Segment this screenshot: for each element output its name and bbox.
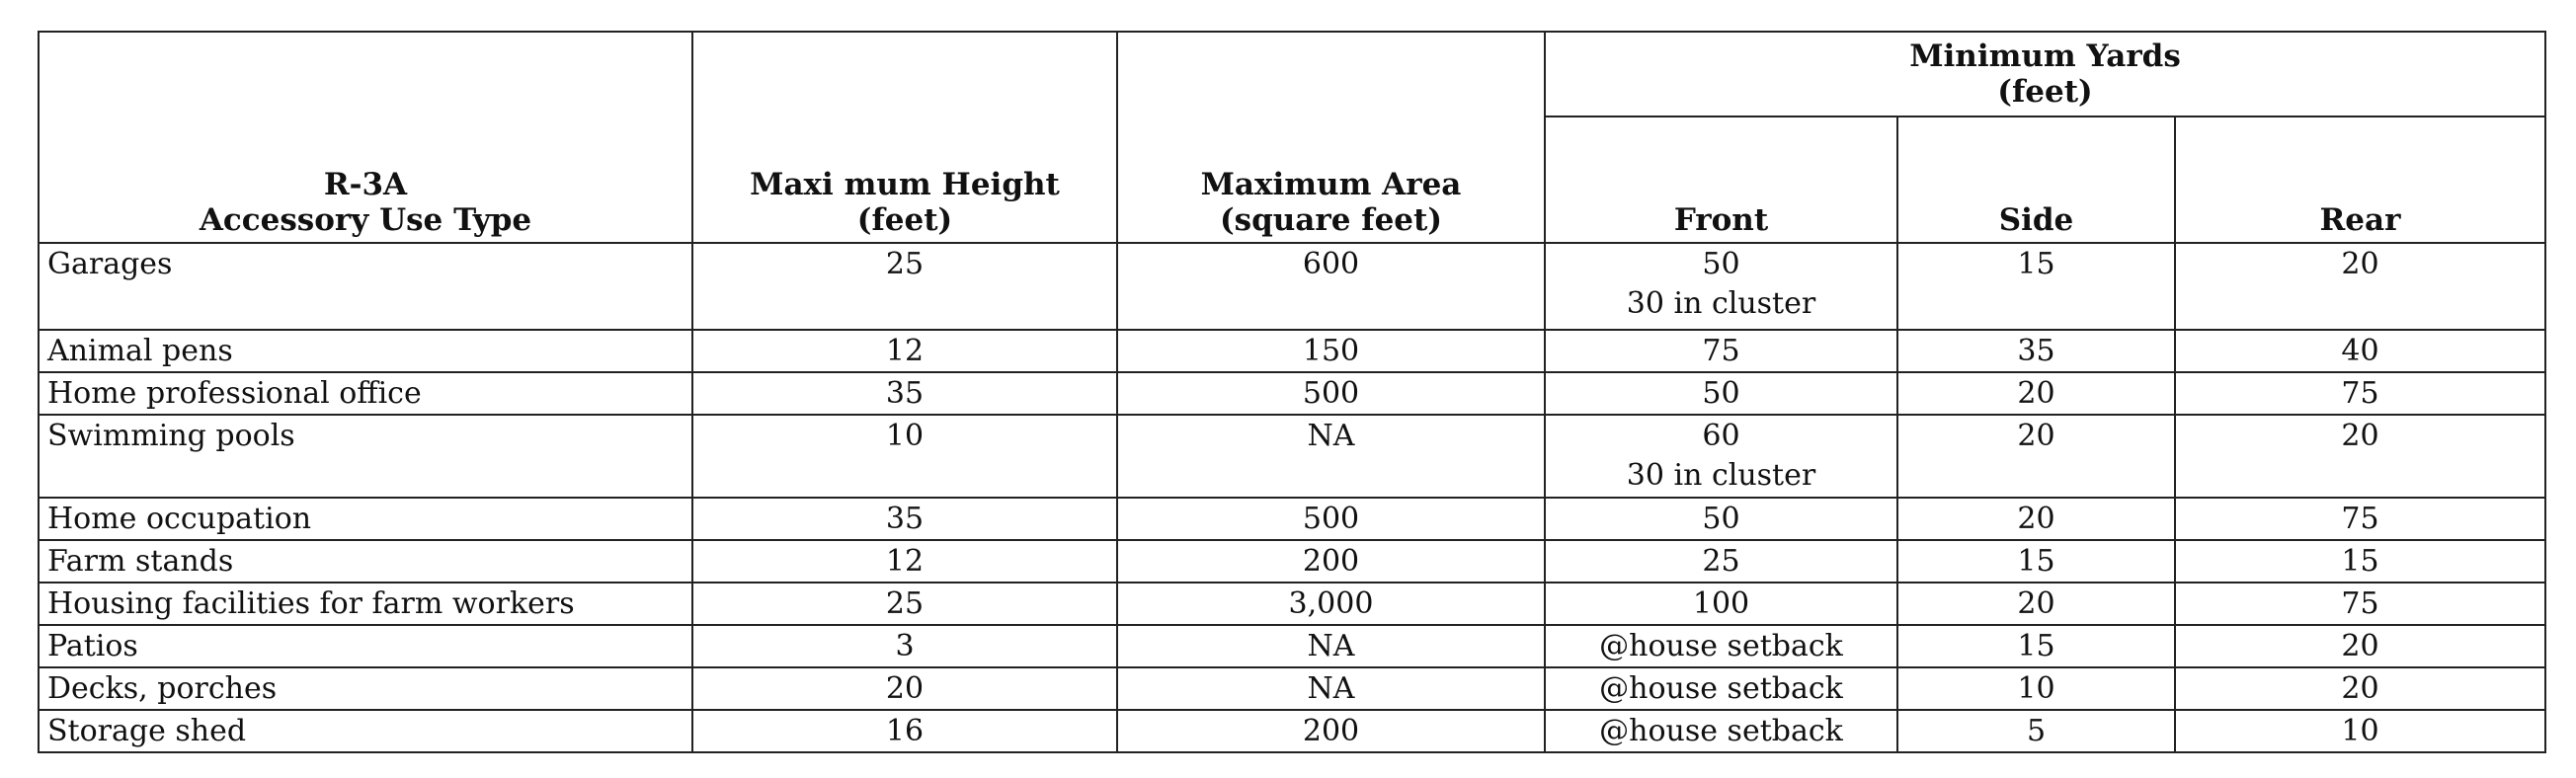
cell-use-type: [39, 243, 692, 330]
cell-max-height-value: 35: [885, 376, 925, 411]
cell-max-height-value: 20: [885, 671, 925, 706]
cell-use-type: [39, 583, 692, 625]
cell-front-yard: [1545, 667, 1897, 710]
cell-side-yard-value: 15: [2017, 629, 2055, 663]
cell-use-type: [39, 540, 692, 583]
cell-side-yard: [1897, 583, 2175, 625]
cell-use-type-value: Garages: [47, 247, 173, 281]
cell-max-area: [1117, 625, 1545, 667]
table-row: [39, 372, 2545, 415]
cell-use-type-value: Farm stands: [47, 544, 234, 579]
cell-front-yard: [1545, 243, 1897, 330]
cell-max-area: [1117, 498, 1545, 540]
cell-side-yard-value: 15: [2017, 247, 2055, 281]
cell-side-yard: [1897, 498, 2175, 540]
cell-rear-yard: [2175, 330, 2545, 372]
cell-max-height: [692, 330, 1117, 372]
cell-max-area: [1117, 372, 1545, 415]
cell-rear-yard-value: 20: [2341, 419, 2379, 453]
cell-rear-yard-value: 15: [2341, 544, 2379, 579]
cell-rear-yard-value: 75: [2341, 586, 2379, 621]
cell-side-yard: [1897, 415, 2175, 498]
cell-max-area-value: NA: [1307, 671, 1355, 706]
cell-front-yard-value: 50: [1702, 376, 1740, 411]
cell-max-height-value: 25: [885, 586, 925, 621]
accessory-use-table: [38, 31, 2546, 753]
cell-front-yard-value: 75: [1702, 334, 1740, 368]
cell-front-yard: [1545, 330, 1897, 372]
cell-max-height: [692, 372, 1117, 415]
cell-max-height: [692, 540, 1117, 583]
table-row: [39, 625, 2545, 667]
cell-side-yard: [1897, 330, 2175, 372]
header-max-area: [1117, 32, 1545, 243]
cell-front-yard-value: 100: [1692, 586, 1750, 621]
cell-front-yard: [1545, 540, 1897, 583]
cell-rear-yard: [2175, 498, 2545, 540]
table-row: [39, 540, 2545, 583]
cell-side-yard-value: 20: [2017, 376, 2055, 411]
cell-side-yard-value: 20: [2017, 419, 2055, 453]
cell-max-area-value: 200: [1302, 714, 1360, 748]
cell-rear-yard-value: 20: [2341, 247, 2379, 281]
cell-front-yard: [1545, 372, 1897, 415]
cell-max-height-value: 35: [885, 502, 925, 536]
cell-side-yard: [1897, 540, 2175, 583]
cell-max-area: [1117, 710, 1545, 752]
cell-max-height: [692, 583, 1117, 625]
cell-use-type: [39, 498, 692, 540]
cell-rear-yard: [2175, 243, 2545, 330]
cell-max-height: [692, 415, 1117, 498]
cell-use-type-value: Housing facilities for farm workers: [47, 586, 575, 621]
cell-rear-yard: [2175, 667, 2545, 710]
cell-use-type-value: Home professional office: [47, 376, 422, 411]
cell-max-area-value: NA: [1307, 419, 1355, 453]
cell-front-yard-value: 50: [1702, 247, 1740, 281]
cell-side-yard-value: 35: [2017, 334, 2055, 368]
cell-use-type-value: Patios: [47, 629, 138, 663]
cell-use-type: [39, 625, 692, 667]
cell-front-yard-value: 50: [1702, 502, 1740, 536]
cell-max-height-value: 3: [895, 629, 915, 663]
table-row: [39, 583, 2545, 625]
cell-use-type: [39, 330, 692, 372]
cell-rear-yard: [2175, 415, 2545, 498]
header-use-type: [39, 32, 692, 243]
cell-side-yard: [1897, 372, 2175, 415]
cell-front-yard-value: @house setback: [1599, 671, 1843, 706]
cell-max-area-value: NA: [1307, 629, 1355, 663]
cell-max-height: [692, 625, 1117, 667]
cell-max-area-value: 500: [1302, 502, 1360, 536]
cell-use-type: [39, 415, 692, 498]
cell-side-yard: [1897, 243, 2175, 330]
cell-front-yard: [1545, 625, 1897, 667]
header-use-type-line2: Accessory Use Type: [199, 202, 532, 238]
cell-side-yard: [1897, 710, 2175, 752]
cell-max-area-value: 200: [1302, 544, 1360, 579]
cell-max-area: [1117, 540, 1545, 583]
cell-use-type: [39, 710, 692, 752]
table-row: [39, 243, 2545, 330]
cell-front-yard: [1545, 498, 1897, 540]
cell-side-yard-value: 10: [2017, 671, 2055, 706]
cell-use-type: [39, 372, 692, 415]
header-max-area-line1: Maximum Area: [1200, 167, 1462, 202]
cell-use-type-value: Decks, porches: [47, 671, 278, 706]
cell-rear-yard-value: 20: [2341, 671, 2379, 706]
cell-rear-yard-value: 40: [2341, 334, 2379, 368]
cell-max-height: [692, 710, 1117, 752]
cell-front-yard-value: 60: [1702, 419, 1740, 453]
cell-max-area-value: 600: [1302, 247, 1360, 281]
cell-max-area: [1117, 330, 1545, 372]
cell-max-height: [692, 243, 1117, 330]
cell-max-height: [692, 667, 1117, 710]
cell-max-height-value: 12: [885, 334, 925, 368]
cell-max-area-value: 3,000: [1288, 586, 1374, 621]
header-max-height-line1: Maxi mum Height: [750, 167, 1060, 202]
header-front: Front: [1545, 117, 1897, 243]
cell-front-yard-value: @house setback: [1599, 629, 1843, 663]
cell-max-area: [1117, 583, 1545, 625]
table-row: [39, 667, 2545, 710]
header-rear: Rear: [2175, 117, 2545, 243]
cell-front-yard-value: 25: [1702, 544, 1740, 579]
header-max-area-line2: (square feet): [1219, 202, 1443, 238]
cell-front-yard-value: @house setback: [1599, 714, 1843, 748]
cell-use-type-value: Swimming pools: [47, 419, 295, 453]
cell-max-area-value: 500: [1302, 376, 1360, 411]
cell-side-yard: [1897, 667, 2175, 710]
cell-front-yard: [1545, 710, 1897, 752]
cell-rear-yard-value: 20: [2341, 629, 2379, 663]
header-max-height-line2: (feet): [856, 202, 953, 238]
cell-max-area: [1117, 243, 1545, 330]
cell-use-type-value: Home occupation: [47, 502, 312, 536]
cell-use-type: [39, 667, 692, 710]
cell-front-yard: [1545, 583, 1897, 625]
header-side: Side: [1897, 117, 2175, 243]
cell-rear-yard-value: 75: [2341, 376, 2379, 411]
cell-max-height-value: 12: [885, 544, 925, 579]
cell-front-yard-note: 30 in cluster: [1626, 286, 1816, 321]
cell-use-type-value: Animal pens: [47, 334, 233, 368]
cell-max-height-value: 16: [885, 714, 925, 748]
table-row: [39, 415, 2545, 498]
table-row: [39, 498, 2545, 540]
cell-side-yard-value: 20: [2017, 502, 2055, 536]
cell-use-type-value: Storage shed: [47, 714, 247, 748]
header-use-type-line1: R-3A: [323, 167, 408, 202]
cell-rear-yard-value: 10: [2341, 714, 2379, 748]
cell-front-yard: [1545, 415, 1897, 498]
cell-rear-yard: [2175, 583, 2545, 625]
cell-rear-yard: [2175, 372, 2545, 415]
cell-rear-yard: [2175, 540, 2545, 583]
cell-max-area: [1117, 415, 1545, 498]
table-row: [39, 710, 2545, 752]
cell-max-height-value: 10: [885, 419, 925, 453]
cell-side-yard-value: 20: [2017, 586, 2055, 621]
header-min-yards-line1: Minimum Yards: [1909, 39, 2181, 74]
cell-max-area: [1117, 667, 1545, 710]
header-min-yards: [1545, 32, 2545, 117]
cell-max-area-value: 150: [1302, 334, 1360, 368]
header-max-height: [692, 32, 1117, 243]
table-body: [39, 243, 2545, 752]
table-row: [39, 330, 2545, 372]
cell-side-yard-value: 15: [2017, 544, 2055, 579]
cell-rear-yard: [2175, 710, 2545, 752]
cell-side-yard: [1897, 625, 2175, 667]
cell-side-yard-value: 5: [2026, 714, 2047, 748]
cell-front-yard-note: 30 in cluster: [1626, 458, 1816, 493]
cell-max-height-value: 25: [885, 247, 925, 281]
cell-rear-yard-value: 75: [2341, 502, 2379, 536]
cell-max-height: [692, 498, 1117, 540]
header-min-yards-line2: (feet): [1997, 74, 2093, 110]
cell-rear-yard: [2175, 625, 2545, 667]
